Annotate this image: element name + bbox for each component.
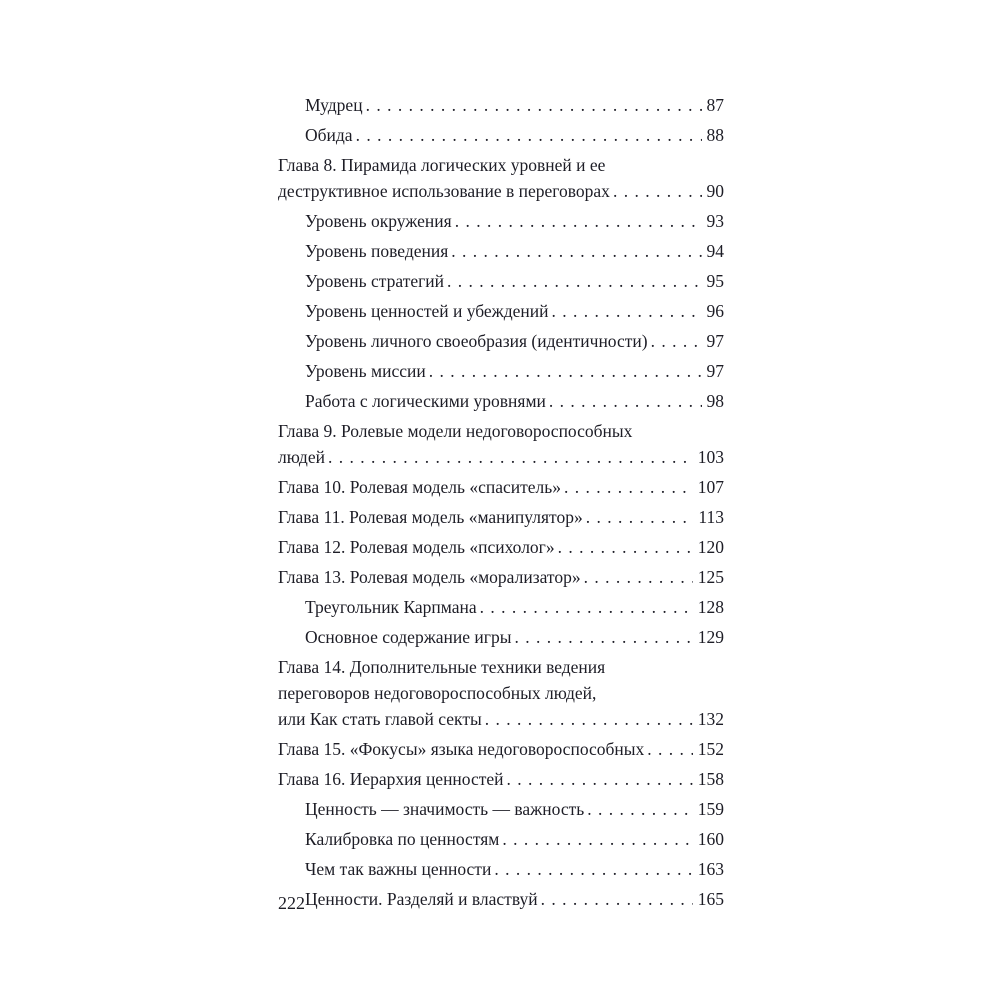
toc-leader-dots <box>647 736 692 762</box>
toc-entry-title: Уровень личного своеобразия (идентичности) <box>305 331 648 351</box>
toc-page-number: 120 <box>697 537 724 557</box>
toc-page-number: 160 <box>697 829 724 849</box>
toc-entry-row <box>278 474 724 500</box>
toc-leader-dots <box>558 534 693 560</box>
toc-entry-title: Обида <box>305 125 353 145</box>
toc-leader-dots <box>586 504 694 530</box>
toc-entry-row <box>278 444 724 470</box>
toc-page-number: 94 <box>706 241 724 261</box>
toc-entry-row <box>278 534 724 560</box>
toc-page-number: 96 <box>706 301 724 321</box>
toc-entry-title: Глава 11. Ролевая модель «манипулятор» <box>278 507 583 527</box>
toc-entry-title: Работа с логическими уровнями <box>305 391 546 411</box>
toc-entry <box>278 474 724 500</box>
toc-entry-row <box>305 796 724 822</box>
toc-entry <box>278 886 724 912</box>
toc-page-number: 128 <box>697 597 724 617</box>
toc-entry-text-line: переговоров недоговороспособных людей, <box>278 683 597 703</box>
toc-leader-dots <box>480 594 693 620</box>
toc-page-number: 103 <box>697 447 724 467</box>
toc-entry-title: Ценности. Разделяй и властвуй <box>305 889 538 909</box>
toc-leader-dots <box>356 122 702 148</box>
toc-page-number: 158 <box>697 769 724 789</box>
toc-entry <box>278 92 724 118</box>
toc-entry-row <box>278 736 724 762</box>
toc-entry <box>278 388 724 414</box>
toc-leader-dots <box>328 444 693 470</box>
toc-entry-title: Глава 10. Ролевая модель «спаситель» <box>278 477 562 497</box>
toc-entry <box>278 122 724 148</box>
toc-entry <box>278 594 724 620</box>
toc-page-number: 125 <box>697 567 724 587</box>
toc-entry-row <box>278 504 724 530</box>
toc-entry <box>278 298 724 324</box>
toc-entry <box>278 358 724 384</box>
toc-page-number: 159 <box>697 799 724 819</box>
toc-entry-title: Уровень стратегий <box>305 271 445 291</box>
toc-entry-title: Глава 13. Ролевая модель «морализатор» <box>278 567 581 587</box>
toc-entry-row <box>278 178 724 204</box>
toc-entry-title: Калибровка по ценностям <box>305 829 500 849</box>
toc-entry-row <box>305 358 724 384</box>
toc-page-number: 98 <box>706 391 724 411</box>
toc-leader-dots <box>584 564 693 590</box>
toc-page-number: 97 <box>706 331 724 351</box>
toc-leader-dots <box>502 826 692 852</box>
toc-entry <box>278 328 724 354</box>
toc-page-number: 129 <box>697 627 724 647</box>
toc-entry <box>278 534 724 560</box>
toc-entry <box>278 208 724 234</box>
toc-entry <box>278 504 724 530</box>
toc-leader-dots <box>451 238 701 264</box>
toc-entry <box>278 766 724 792</box>
toc-leader-dots <box>587 796 693 822</box>
toc-entry-title: Мудрец <box>305 95 363 115</box>
toc-entry-title: Глава 15. «Фокусы» языка недоговороспособных <box>278 739 645 759</box>
toc-entry <box>278 268 724 294</box>
toc-entry-title: Глава 16. Иерархия ценностей <box>278 769 504 789</box>
toc-leader-dots <box>552 298 702 324</box>
toc-leader-dots <box>455 208 702 234</box>
toc-leader-dots <box>514 624 692 650</box>
toc-entry-title: деструктивное использование в переговорах <box>278 181 610 201</box>
toc-page-number: 97 <box>706 361 724 381</box>
toc-entry-row <box>305 298 724 324</box>
toc-entry-text-line: Глава 9. Ролевые модели недоговороспособных <box>278 421 633 441</box>
toc-entry <box>278 238 724 264</box>
toc-page-number: 132 <box>697 709 724 729</box>
toc-entry <box>278 564 724 590</box>
toc-page-number: 87 <box>706 95 724 115</box>
toc-entry <box>278 826 724 852</box>
toc-entry-title: Чем так важны ценности <box>305 859 492 879</box>
toc-entry-row <box>305 388 724 414</box>
toc-page-number: 113 <box>698 507 724 527</box>
toc-entry <box>278 856 724 882</box>
toc-entry-row <box>305 268 724 294</box>
toc-entry-title: Уровень ценностей и убеждений <box>305 301 549 321</box>
toc-leader-dots <box>651 328 702 354</box>
toc-entry <box>278 736 724 762</box>
toc-entry-row <box>305 328 724 354</box>
toc-entry <box>278 624 724 650</box>
toc-leader-dots <box>564 474 693 500</box>
toc-leader-dots <box>507 766 693 792</box>
toc-page-number: 163 <box>697 859 724 879</box>
toc-entry-row <box>278 564 724 590</box>
toc-entry <box>278 796 724 822</box>
toc-entry-row <box>305 238 724 264</box>
toc-entry-row <box>278 706 724 732</box>
toc-leader-dots <box>549 388 702 414</box>
toc-leader-dots <box>429 358 702 384</box>
toc-entry-row <box>305 92 724 118</box>
toc-leader-dots <box>613 178 702 204</box>
toc-page-number: 165 <box>697 889 724 909</box>
toc-page-number: 152 <box>697 739 724 759</box>
toc-page-number: 88 <box>706 125 724 145</box>
toc-entry-row <box>305 856 724 882</box>
toc-entry-title: людей <box>278 447 325 467</box>
toc-page-number: 95 <box>706 271 724 291</box>
toc-entry-text-line: Глава 8. Пирамида логических уровней и ее <box>278 155 606 175</box>
toc-leader-dots <box>541 886 693 912</box>
toc-page-number: 107 <box>697 477 724 497</box>
toc-entry <box>278 654 724 732</box>
toc-entry-title: Глава 12. Ролевая модель «психолог» <box>278 537 555 557</box>
toc-list <box>278 92 724 916</box>
toc-entry-row <box>305 122 724 148</box>
toc-page-number: 93 <box>706 211 724 231</box>
toc-entry-title: Уровень миссии <box>305 361 426 381</box>
toc-leader-dots <box>366 92 702 118</box>
toc-entry <box>278 152 724 204</box>
toc-entry-title: Треугольник Карпмана <box>305 597 477 617</box>
toc-entry-row <box>305 208 724 234</box>
toc-entry-text-line: Глава 14. Дополнительные техники ведения <box>278 657 606 677</box>
toc-entry-row <box>305 826 724 852</box>
toc-leader-dots <box>485 706 693 732</box>
toc-entry-title: или Как стать главой секты <box>278 709 482 729</box>
toc-entry <box>278 418 724 470</box>
toc-entry-row <box>278 766 724 792</box>
toc-entry-title: Уровень окружения <box>305 211 452 231</box>
toc-entry-row <box>305 594 724 620</box>
toc-entry-title: Уровень поведения <box>305 241 449 261</box>
toc-entry-title: Основное содержание игры <box>305 627 512 647</box>
toc-leader-dots <box>494 856 692 882</box>
toc-entry-row <box>305 624 724 650</box>
toc-page-number: 90 <box>706 181 724 201</box>
footer-page-number: 222 <box>278 893 305 913</box>
toc-entry-title: Ценность — значимость — важность <box>305 799 585 819</box>
toc-leader-dots <box>447 268 701 294</box>
toc-entry-row <box>305 886 724 912</box>
